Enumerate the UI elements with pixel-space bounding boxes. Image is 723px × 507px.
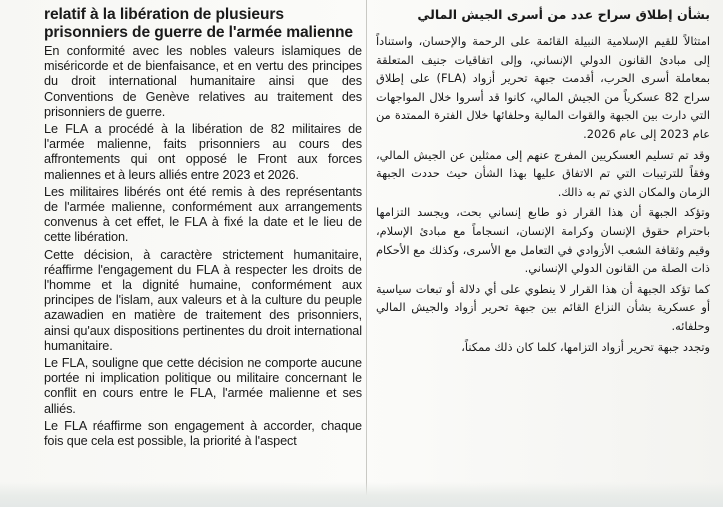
arabic-paragraph-4: كما تؤكد الجبهة أن هذا القرار لا ينطوي على أي دلالة أو تبعات سياسية أو عسكرية بشأن النزاع القائم بين جبهة تحرير أزواد والجيش المالي وحلفائه.	[376, 281, 710, 333]
arabic-headline: بشأن إطلاق سراح عدد من أسرى الجيش المالي	[417, 7, 710, 22]
french-headline: relatif à la libération de plusieurs prisonniers de guerre de l'armée malienne	[44, 6, 354, 41]
arabic-column	[376, 0, 710, 492]
arabic-paragraph-5: وتجدد جبهة تحرير أزواد التزامها، كلما كان ذلك ممكناً،	[461, 339, 710, 354]
arabic-paragraph-1: امتثالاً للقيم الإسلامية النبيلة القائمة على الرحمة والإحسان، واستناداً إلى مبادئ القانون الدولي الإنساني، وإلى اتفاقيات جنيف المتعلقة بمعاملة أسرى الحرب، أقدمت جبهة تحرير أزواد (FLA) على إطلاق سراح 82 عسكرياً من الجيش المالي، كانوا قد أسروا خلال المواجهات التي دارت بين الجبهة والقوات المالية وحلفائها خلال الفترة الممتدة من عام 2023 إلى عام 2026.	[376, 34, 710, 141]
french-paragraph-6: Le FLA réaffirme son engagement à accorder, chaque fois que cela est possible, la priorité à l'aspect	[44, 418, 362, 449]
french-paragraph-3: Les militaires libérés ont été remis à des représentants de l'armée malienne, conformément aux arrangements convenus à cet effet, le FLA à fixé la date et le lieu de cette libération.	[44, 184, 362, 245]
french-paragraph-2: Le FLA a procédé à la libération de 82 militaires de l'armée malienne, faits prisonniers au cours des affrontements qui ont opposé le Front aux forces maliennes et à leurs alliés entre 2023 et 2026.	[44, 122, 362, 182]
arabic-paragraph-2: وقد تم تسليم العسكريين المفرج عنهم إلى ممثلين عن الجيش المالي، وفقاً للترتيبات التي تم الاتفاق عليها بهذا الشأن حيث حددت الجبهة الزمان والمكان الذي تم به ذالك.	[376, 147, 710, 199]
column-divider	[366, 0, 367, 495]
french-paragraph-5: Le FLA, souligne que cette décision ne comporte aucune portée ni implication politique ou militaire concernant le conflit en cours entre le FLA, l'armée malienne et ses alliés.	[44, 356, 362, 416]
french-paragraph-4: Cette décision, à caractère strictement humanitaire, réaffirme l'engagement du FLA à respecter les droits de l'homme et la dignité humaine, conformément aux principes de l'islam, aux valeurs et à la culture du peuple azawadien en matière de traitement des prisonniers, ainsi qu'aux dispositions pertinentes du droit international humanitaire.	[44, 247, 362, 353]
bottom-edge	[0, 482, 723, 507]
french-paragraph-1: En conformité avec les nobles valeurs islamiques de miséricorde et de bienfaisance, et en vertu des principes du droit international humanitaire ainsi que des Conventions de Genève relatives au traitement des prisonniers de guerre.	[44, 44, 362, 119]
arabic-paragraph-3: وتؤكد الجبهة أن هذا القرار ذو طابع إنساني بحت، ويجسد التزامها باحترام حقوق الإنسان وكرامة الإنسان، انسجاماً مع مبادئ الإسلام، وقيم وثقافة الشعب الأزوادي في التعامل مع الأسرى، وكذلك مع الأحكام ذات الصلة من القانون الدولي الإنساني.	[376, 205, 710, 276]
french-column	[44, 0, 362, 492]
